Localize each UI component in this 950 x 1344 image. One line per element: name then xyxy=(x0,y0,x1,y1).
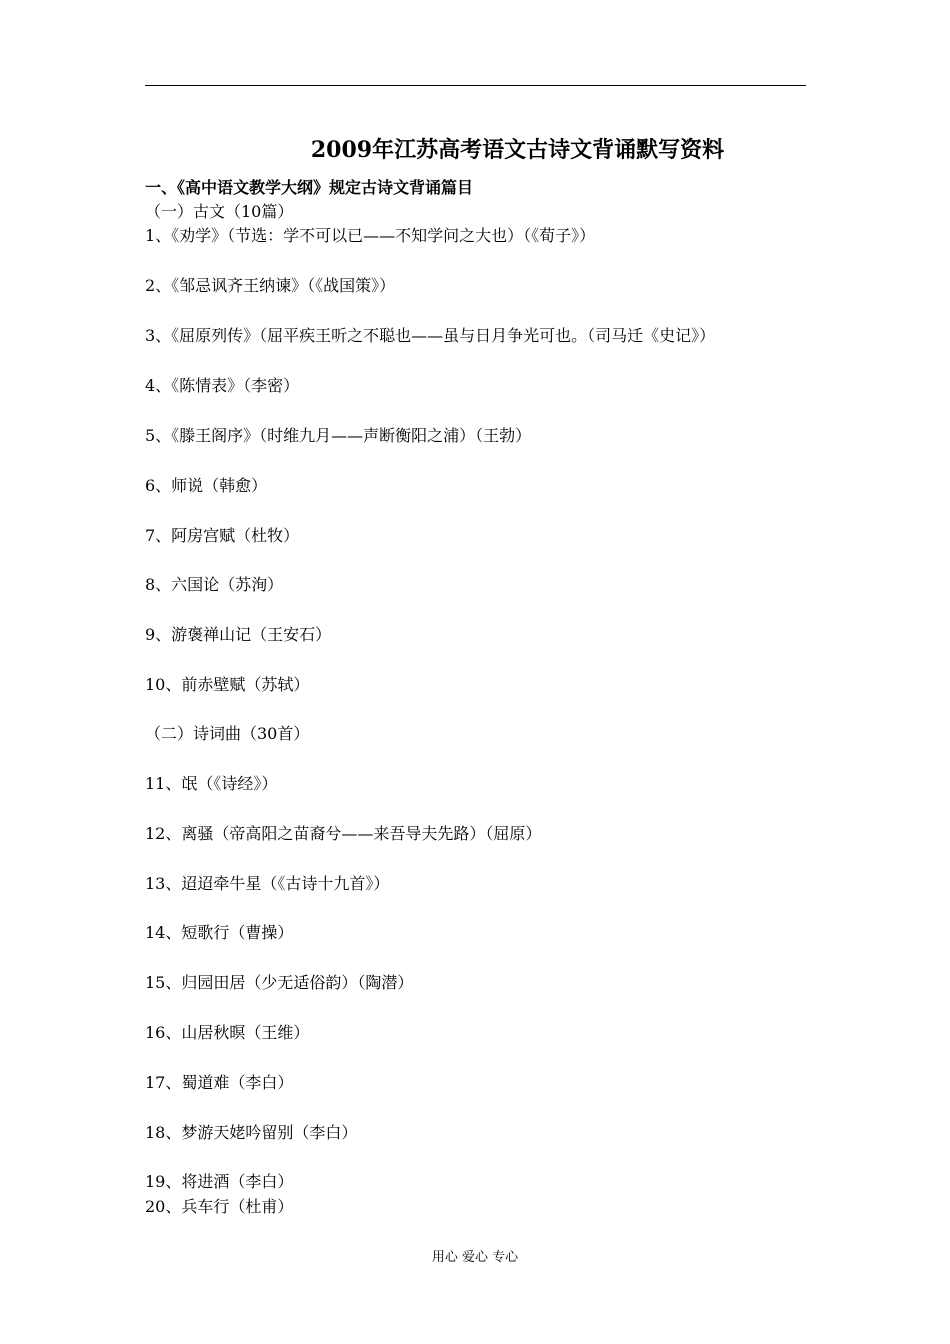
list-item: 19、将进酒（李白） xyxy=(145,1172,294,1191)
list-item: 6、师说（韩愈） xyxy=(145,476,268,495)
subsection-poetry: （二）诗词曲（30首） xyxy=(145,724,310,743)
header-rule xyxy=(145,85,806,86)
document-title: 2009年江苏高考语文古诗文背诵默写资料 xyxy=(310,137,725,163)
list-item: 13、迢迢牵牛星（《古诗十九首》） xyxy=(145,874,390,893)
list-item: 15、归园田居（少无适俗韵）（陶潜） xyxy=(145,973,414,992)
list-item: 2、《邹忌讽齐王纳谏》（《战国策》） xyxy=(145,276,396,295)
list-item: 10、前赤壁赋（苏轼） xyxy=(145,675,310,694)
subsection-classical-prose: （一）古文（10篇） xyxy=(145,202,294,221)
list-item: 9、游褒禅山记（王安石） xyxy=(145,625,332,644)
list-item: 8、六国论（苏洵） xyxy=(145,575,284,594)
page-footer: 用心 爱心 专心 xyxy=(431,1250,519,1265)
list-item: 5、《滕王阁序》（时维九月——声断衡阳之浦）（王勃） xyxy=(145,426,532,445)
list-item: 3、《屈原列传》（屈平疾王听之不聪也——虽与日月争光可也。（司马迁《史记》） xyxy=(145,326,716,345)
list-item: 12、离骚（帝高阳之苗裔兮——来吾导夫先路）（屈原） xyxy=(145,824,542,843)
list-item: 1、《劝学》（节选：学不可以已——不知学问之大也）（《荀子》） xyxy=(145,226,596,245)
list-item: 14、短歌行（曹操） xyxy=(145,923,294,942)
list-item: 18、梦游天姥吟留别（李白） xyxy=(145,1123,358,1142)
list-item: 11、氓（《诗经》） xyxy=(145,774,278,793)
section-heading: 一、《高中语文教学大纲》规定古诗文背诵篇目 xyxy=(145,178,474,197)
list-item: 4、《陈情表》（李密） xyxy=(145,376,300,395)
list-item: 17、蜀道难（李白） xyxy=(145,1073,294,1092)
list-item: 16、山居秋暝（王维） xyxy=(145,1023,310,1042)
list-item: 7、阿房宫赋（杜牧） xyxy=(145,526,300,545)
list-item: 20、兵车行（杜甫） xyxy=(145,1197,294,1216)
